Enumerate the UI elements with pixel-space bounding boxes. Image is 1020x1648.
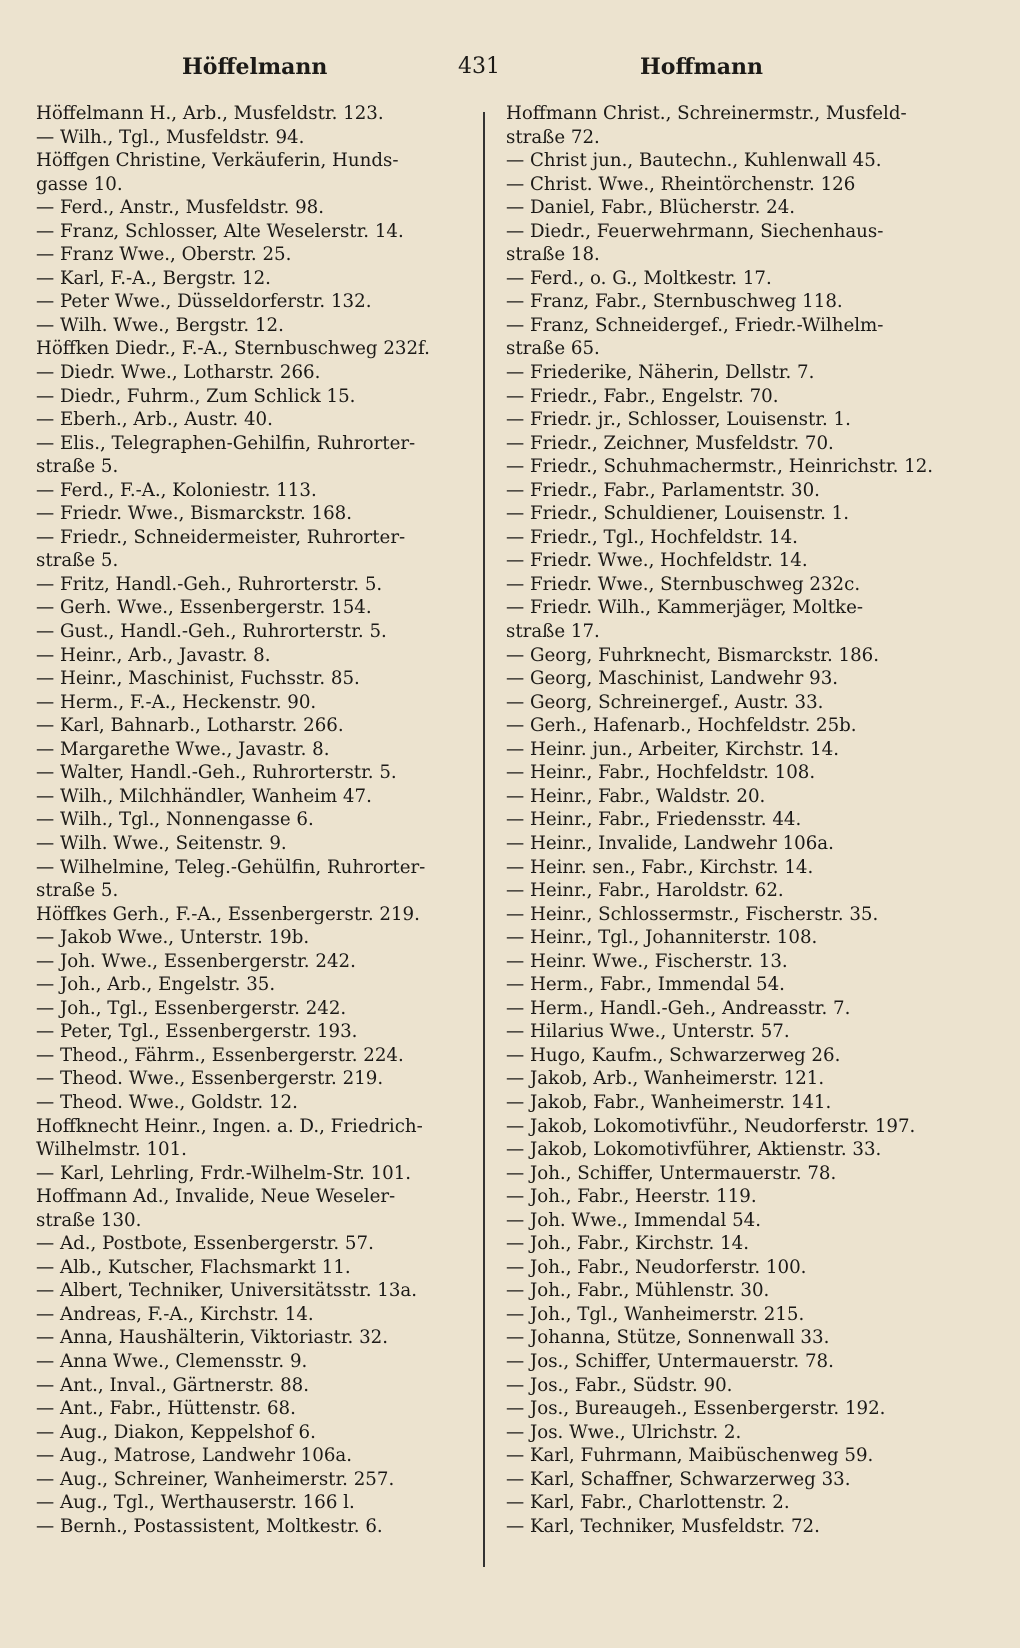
directory-entry: — Theod. Wwe., Goldstr. 12. (36, 1091, 298, 1113)
directory-entry: — Friedr., Schuldiener, Louisenstr. 1. (506, 503, 850, 525)
directory-entry: — Gust., Handl.-Geh., Ruhrorterstr. 5. (36, 621, 387, 643)
directory-entry: — Christ. Wwe., Rheintörchenstr. 126 (506, 173, 856, 195)
directory-entry: — Joh., Fabr., Neudorferstr. 100. (506, 1256, 807, 1278)
directory-entry: — Georg, Maschinist, Landwehr 93. (506, 668, 839, 690)
directory-entry: — Franz, Schlosser, Alte Weselerstr. 14. (36, 220, 404, 242)
directory-entry: Hoffmann Ad., Invalide, Neue Weseler- (36, 1186, 396, 1208)
directory-entry: — Aug., Tgl., Werthauserstr. 166 l. (36, 1492, 355, 1514)
directory-entry: Höffelmann H., Arb., Musfeldstr. 123. (36, 103, 384, 124)
directory-entry: — Friedr., Schneidermeister, Ruhrorter- (36, 526, 406, 548)
directory-entry: — Heinr., Invalide, Landwehr 106a. (506, 832, 834, 854)
directory-entry: — Andreas, F.-A., Kirchstr. 14. (36, 1303, 314, 1325)
directory-entry: — Herm., Fabr., Immendal 54. (506, 974, 785, 996)
directory-entry: — Theod., Fährm., Essenbergerstr. 224. (36, 1044, 404, 1066)
column-divider (483, 112, 485, 1567)
directory-entry: — Jos., Bureaugeh., Essenbergerstr. 192. (506, 1398, 886, 1420)
directory-entry: — Jakob, Lokomotivführ., Neudorferstr. 197. (506, 1115, 916, 1137)
directory-entry: — Karl, Fuhrmann, Maibüschenweg 59. (506, 1445, 874, 1467)
directory-entry: — Ferd., o. G., Moltkestr. 17. (506, 267, 772, 289)
directory-entry: — Joh., Fabr., Mühlenstr. 30. (506, 1280, 770, 1302)
directory-entry: — Heinr., Schlossermstr., Fischerstr. 35. (506, 903, 879, 925)
directory-entry: — Joh., Fabr., Heerstr. 119. (506, 1186, 757, 1208)
directory-entry: — Jakob, Lokomotivführer, Aktienstr. 33. (506, 1139, 882, 1161)
directory-entry: — Jos., Schiffer, Untermauerstr. 78. (506, 1350, 834, 1372)
directory-entry: straße 17. (506, 621, 600, 643)
directory-entry: — Friederike, Näherin, Dellstr. 7. (506, 362, 815, 384)
directory-entry: — Wilh. Wwe., Seitenstr. 9. (36, 832, 287, 854)
directory-entry: Höffgen Christine, Verkäuferin, Hunds- (36, 150, 399, 172)
directory-entry: — Diedr., Fuhrm., Zum Schlick 15. (36, 385, 356, 407)
directory-entry: straße 5. (36, 456, 119, 478)
directory-entry: straße 72. (506, 126, 600, 148)
directory-entry: — Ad., Postbote, Essenbergerstr. 57. (36, 1233, 374, 1255)
directory-entry: — Karl, Techniker, Musfeldstr. 72. (506, 1515, 820, 1537)
directory-entry: — Joh. Wwe., Essenbergerstr. 242. (36, 950, 356, 972)
directory-entry: — Wilh., Tgl., Nonnengasse 6. (36, 809, 314, 831)
directory-entry: Hoffmann Christ., Schreinermstr., Musfeld- (506, 103, 907, 124)
directory-entry: — Karl, Lehrling, Frdr.-Wilhelm-Str. 101. (36, 1162, 412, 1184)
directory-entry: — Ant., Inval., Gärtnerstr. 88. (36, 1374, 310, 1396)
right-column (506, 102, 951, 1538)
directory-entry: — Friedr. Wilh., Kammerjäger, Moltke- (506, 597, 863, 619)
directory-entry: — Wilhelmine, Teleg.-Gehülfin, Ruhrorter- (36, 856, 426, 878)
directory-entry: — Joh., Tgl., Essenbergerstr. 242. (36, 997, 347, 1019)
directory-entry: — Heinr. Wwe., Fischerstr. 13. (506, 950, 788, 972)
directory-entry: — Peter Wwe., Düsseldorferstr. 132. (36, 291, 372, 313)
directory-entry: — Joh. Wwe., Immendal 54. (506, 1209, 762, 1231)
directory-entry: — Heinr., Tgl., Johanniterstr. 108. (506, 927, 818, 949)
directory-entry: — Heinr., Maschinist, Fuchsstr. 85. (36, 668, 360, 690)
directory-entry: — Diedr. Wwe., Lotharstr. 266. (36, 362, 321, 384)
directory-entry: — Friedr., Zeichner, Musfeldstr. 70. (506, 432, 834, 454)
directory-entry: — Franz Wwe., Oberstr. 25. (36, 244, 292, 266)
page-number: 431 (458, 54, 500, 79)
directory-entry: — Joh., Schiffer, Untermauerstr. 78. (506, 1162, 837, 1184)
directory-entry: — Heinr., Fabr., Hochfeldstr. 108. (506, 762, 816, 784)
directory-entry: — Peter, Tgl., Essenbergerstr. 193. (36, 1021, 358, 1043)
directory-entry: — Wilh., Tgl., Musfeldstr. 94. (36, 126, 305, 148)
directory-entry: straße 130. (36, 1209, 142, 1231)
directory-entry: — Aug., Matrose, Landwehr 106a. (36, 1445, 353, 1467)
directory-entry: — Gerh. Wwe., Essenbergerstr. 154. (36, 597, 372, 619)
directory-entry: — Christ jun., Bautechn., Kuhlenwall 45. (506, 150, 882, 172)
directory-entry: — Anna Wwe., Clemensstr. 9. (36, 1350, 308, 1372)
directory-entry: — Ferd., F.-A., Koloniestr. 113. (36, 479, 317, 501)
directory-entry: — Daniel, Fabr., Blücherstr. 24. (506, 197, 796, 219)
directory-entry: — Friedr., Fabr., Parlamentstr. 30. (506, 479, 820, 501)
directory-entry: — Heinr., Fabr., Waldstr. 20. (506, 785, 766, 807)
directory-entry: — Walter, Handl.-Geh., Ruhrorterstr. 5. (36, 762, 397, 784)
directory-entry: — Karl, Schaffner, Schwarzerweg 33. (506, 1468, 851, 1490)
directory-entry: — Aug., Schreiner, Wanheimerstr. 257. (36, 1468, 395, 1490)
left-column (36, 102, 481, 1538)
directory-entry: — Anna, Haushälterin, Viktoriastr. 32. (36, 1327, 389, 1349)
directory-entry: — Heinr., Arb., Javastr. 8. (36, 644, 271, 666)
directory-entry: — Karl, Fabr., Charlottenstr. 2. (506, 1492, 790, 1514)
directory-entry: — Jakob, Arb., Wanheimerstr. 121. (506, 1068, 825, 1090)
directory-entry: — Johanna, Stütze, Sonnenwall 33. (506, 1327, 830, 1349)
directory-entry: straße 18. (506, 244, 600, 266)
directory-entry: — Alb., Kutscher, Flachsmarkt 11. (36, 1256, 351, 1278)
directory-entry: — Friedr. Wwe., Bismarckstr. 168. (36, 503, 353, 525)
directory-entry: — Friedr. jr., Schlosser, Louisenstr. 1. (506, 409, 851, 431)
directory-entry: — Joh., Arb., Engelstr. 35. (36, 974, 276, 996)
directory-entry: — Georg, Schreinergef., Austr. 33. (506, 691, 824, 713)
directory-entry: — Herm., Handl.-Geh., Andreasstr. 7. (506, 997, 851, 1019)
directory-entry: gasse 10. (36, 173, 123, 195)
directory-entry: — Georg, Fuhrknecht, Bismarckstr. 186. (506, 644, 880, 666)
directory-entry: — Friedr. Wwe., Hochfeldstr. 14. (506, 550, 808, 572)
directory-entry: — Heinr. sen., Fabr., Kirchstr. 14. (506, 856, 814, 878)
directory-entry: — Diedr., Feuerwehrmann, Siechenhaus- (506, 220, 884, 242)
directory-entry: straße 5. (36, 880, 119, 902)
running-head-left: Höffelmann (182, 54, 328, 80)
directory-entry: — Jos. Wwe., Ulrichstr. 2. (506, 1421, 742, 1443)
directory-entry: Höffkes Gerh., F.-A., Essenbergerstr. 219. (36, 903, 420, 925)
directory-entry: straße 65. (506, 338, 600, 360)
directory-entry: Wilhelmstr. 101. (36, 1139, 187, 1161)
directory-entry: Höffken Diedr., F.-A., Sternbuschweg 232f. (36, 338, 430, 360)
directory-entry: — Aug., Diakon, Keppelshof 6. (36, 1421, 316, 1443)
directory-entry: — Karl, F.-A., Bergstr. 12. (36, 267, 271, 289)
directory-entry: — Bernh., Postassistent, Moltkestr. 6. (36, 1515, 383, 1537)
directory-entry: — Jakob Wwe., Unterstr. 19b. (36, 927, 310, 949)
running-head-right: Hoffmann (640, 54, 764, 80)
directory-entry: — Fritz, Handl.-Geh., Ruhrorterstr. 5. (36, 573, 383, 595)
directory-entry: Hoffknecht Heinr., Ingen. a. D., Friedrich- (36, 1115, 423, 1137)
directory-entry: — Wilh. Wwe., Bergstr. 12. (36, 314, 284, 336)
directory-entry: — Heinr., Fabr., Friedensstr. 44. (506, 809, 802, 831)
directory-entry: — Hilarius Wwe., Unterstr. 57. (506, 1021, 790, 1043)
directory-entry: — Hugo, Kaufm., Schwarzerweg 26. (506, 1044, 841, 1066)
directory-entry: — Joh., Tgl., Wanheimerstr. 215. (506, 1303, 805, 1325)
directory-entry: — Margarethe Wwe., Javastr. 8. (36, 738, 330, 760)
directory-entry: — Joh., Fabr., Kirchstr. 14. (506, 1233, 749, 1255)
directory-entry: — Gerh., Hafenarb., Hochfeldstr. 25b. (506, 715, 857, 737)
directory-entry: — Heinr. jun., Arbeiter, Kirchstr. 14. (506, 738, 839, 760)
directory-entry: — Jos., Fabr., Südstr. 90. (506, 1374, 733, 1396)
directory-entry: — Elis., Telegraphen-Gehilfin, Ruhrorter- (36, 432, 416, 454)
directory-entry: — Franz, Schneidergef., Friedr.-Wilhelm- (506, 314, 884, 336)
directory-entry: — Jakob, Fabr., Wanheimerstr. 141. (506, 1091, 832, 1113)
directory-entry: — Wilh., Milchhändler, Wanheim 47. (36, 785, 372, 807)
directory-entry: — Franz, Fabr., Sternbuschweg 118. (506, 291, 843, 313)
directory-entry: straße 5. (36, 550, 119, 572)
directory-entry: — Albert, Techniker, Universitätsstr. 13a. (36, 1280, 418, 1302)
directory-entry: — Heinr., Fabr., Haroldstr. 62. (506, 880, 784, 902)
directory-entry: — Friedr. Wwe., Sternbuschweg 232c. (506, 573, 861, 595)
directory-entry: — Ant., Fabr., Hüttenstr. 68. (36, 1398, 296, 1420)
directory-entry: — Herm., F.-A., Heckenstr. 90. (36, 691, 317, 713)
directory-entry: — Friedr., Fabr., Engelstr. 70. (506, 385, 779, 407)
directory-entry: — Karl, Bahnarb., Lotharstr. 266. (36, 715, 344, 737)
directory-entry: — Eberh., Arb., Austr. 40. (36, 409, 273, 431)
directory-entry: — Friedr., Schuhmachermstr., Heinrichstr. 12. (506, 456, 934, 478)
directory-entry: — Theod. Wwe., Essenbergerstr. 219. (36, 1068, 384, 1090)
directory-entry: — Friedr., Tgl., Hochfeldstr. 14. (506, 526, 798, 548)
directory-entry: — Ferd., Anstr., Musfeldstr. 98. (36, 197, 325, 219)
